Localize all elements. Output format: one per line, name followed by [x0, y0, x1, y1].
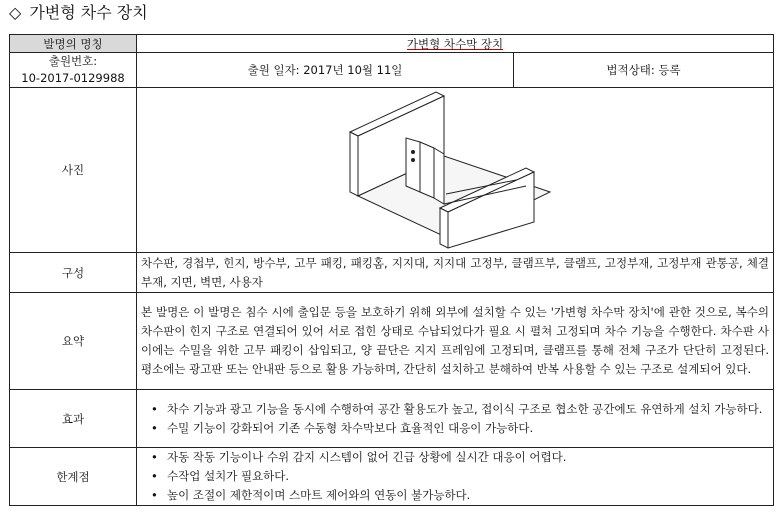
photo-label: 사진 [10, 88, 137, 253]
invention-name-text: 가변형 차수막 장치 [406, 36, 504, 51]
composition-value [137, 253, 774, 293]
effect-label: 효과 [10, 390, 137, 448]
list-item: • 수작업 설치가 필요하다. [167, 467, 769, 486]
summary-label: 요약 [10, 293, 137, 390]
right-wall-end [440, 208, 448, 248]
summary-text: 본 발명은 이 발명은 침수 시에 출입문 등을 보호하기 위해 외부에 설치할 수 있는 '가변형 차수막 장치'에 관한 것으로, 복수의 차수판이 힌지 구조로 연결되어 있어 서로 접힌 상태로 수납되었다가 필요 시 펼쳐 고정되며 차수 기능을 수행한다. 차수판 사이에는 수밀을 위한 고무 패킹이 삽입되고, 양 끝단은 지지 프레임에 고정되며, 클램프를 통해 전체 구조가 단단히 고정된다. 평소에는 광고판 또는 안내판 등으로 활용 가능하며, 간단히 설치하고 분해하여 반복 사용할 수 있는 구조로 설계되어 있다. [141, 305, 769, 376]
page-title: 가변형 차수 장치 [29, 3, 148, 22]
barrier-panel-1 [406, 138, 420, 192]
barrier-panel-3 [434, 148, 444, 204]
flood-barrier-drawing [340, 90, 570, 250]
hinge-bolt [412, 159, 415, 162]
diamond-outline-icon: ◇ [9, 3, 22, 22]
left-wall-end [350, 132, 358, 196]
patent-spec-table [9, 34, 774, 506]
limitation-value [137, 448, 774, 506]
limitation-label: 한계점 [10, 448, 137, 506]
effect-list [141, 400, 769, 438]
composition-text: 차수판, 경첩부, 힌지, 방수부, 고무 패킹, 패킹홈, 지지대, 지지대 고정부, 클램프부, 클램프, 고정부재, 고정부재 관통공, 체결부재, 지면, 벽면, 사용자 [141, 255, 769, 289]
filing-date: 출원 일자: 2017년 10월 11일 [137, 53, 514, 88]
application-number-value: 10-2017-0129988 [21, 71, 125, 85]
invention-name-label: 발명의 명칭 [10, 35, 137, 53]
barrier-panel-2 [420, 142, 434, 198]
page-heading [9, 3, 148, 23]
legal-status: 법적상태: 등록 [514, 53, 774, 88]
list-item: • 높이 조절이 제한적이며 스마트 제어와의 연동이 불가능하다. [167, 486, 769, 505]
application-number-label: 출원번호: [48, 54, 98, 68]
list-item: • 차수 기능과 광고 기능을 동시에 수행하여 공간 활용도가 높고, 접이식 구조로 협소한 공간에도 유연하게 설치 가능하다. [167, 400, 769, 419]
composition-label: 구성 [10, 253, 137, 293]
application-number-cell [10, 53, 137, 88]
summary-value [137, 293, 774, 390]
effect-value [137, 390, 774, 448]
hinge-bolt [412, 151, 415, 154]
invention-name-value [137, 35, 774, 53]
list-item: • 수밀 기능이 강화되어 기존 수동형 차수막보다 효율적인 대응이 가능하다. [167, 419, 769, 438]
photo-cell [137, 88, 774, 253]
limitation-list [141, 448, 769, 505]
list-item: • 자동 작동 기능이나 수위 감지 시스템이 없어 긴급 상황에 실시간 대응이 어렵다. [167, 448, 769, 467]
